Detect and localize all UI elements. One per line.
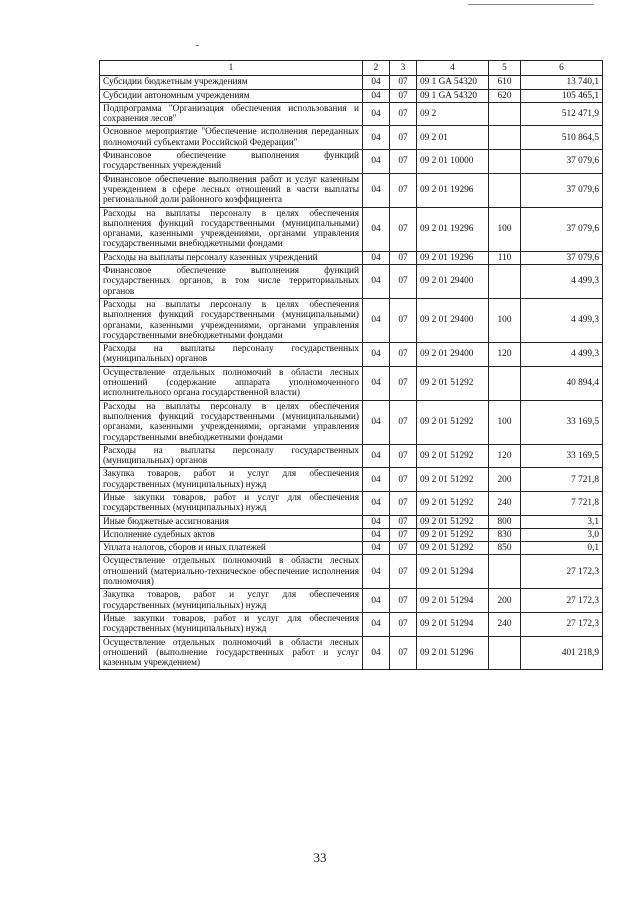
section-code-cell: 04 xyxy=(363,468,390,492)
table-row xyxy=(100,207,603,251)
amount-cell: 40 894,4 xyxy=(521,366,603,400)
row-name-cell: Расходы на выплаты персоналу в целях обеспечения выполнения функций государственными (муниципальными) органами, казенными учреждениями, органами управления государственными внебюджетными фондами xyxy=(100,207,363,251)
target-article-cell: 09 2 01 51292 xyxy=(417,366,489,400)
table-row xyxy=(100,265,603,299)
header-cell-5: 5 xyxy=(489,61,521,76)
section-code-cell: 04 xyxy=(363,528,390,541)
row-name-cell: Осуществление отдельных полномочий в области лесных отношений (содержание аппарата уполномоченного исполнительного органа государственной власти) xyxy=(100,366,363,400)
expense-type-cell xyxy=(489,150,521,174)
expense-type-cell: 120 xyxy=(489,343,521,367)
target-article-cell: 09 2 01 xyxy=(417,126,489,150)
subsection-code-cell: 07 xyxy=(390,528,417,541)
target-article-cell: 09 2 01 51292 xyxy=(417,444,489,468)
section-code-cell: 04 xyxy=(363,150,390,174)
expense-type-cell xyxy=(489,366,521,400)
expense-type-cell: 240 xyxy=(489,612,521,636)
amount-cell: 4 499,3 xyxy=(521,298,603,342)
subsection-code-cell: 07 xyxy=(390,76,417,89)
expense-type-cell xyxy=(489,102,521,126)
table-row xyxy=(100,515,603,528)
row-name-cell: Подпрограмма "Организация обеспечения использования и сохранения лесов" xyxy=(100,102,363,126)
expense-type-cell: 850 xyxy=(489,542,521,555)
section-code-cell: 04 xyxy=(363,343,390,367)
expense-type-cell: 100 xyxy=(489,207,521,251)
table-row xyxy=(100,76,603,89)
table-row xyxy=(100,366,603,400)
row-name-cell: Осуществление отдельных полномочий в области лесных отношений (материально-техническое обеспечение исполнения полномочия) xyxy=(100,555,363,589)
amount-cell: 7 721,8 xyxy=(521,491,603,515)
subsection-code-cell: 07 xyxy=(390,636,417,670)
section-code-cell: 04 xyxy=(363,102,390,126)
section-code-cell: 04 xyxy=(363,555,390,589)
amount-cell: 512 471,9 xyxy=(521,102,603,126)
row-name-cell: Финансовое обеспечение выполнения работ и услуг казенным учреждением в сфере лесных отношений в части выплаты региональной доли районного коэффициента xyxy=(100,173,363,207)
target-article-cell: 09 2 01 19296 xyxy=(417,173,489,207)
table-row xyxy=(100,173,603,207)
expense-type-cell xyxy=(489,636,521,670)
top-rule xyxy=(468,4,594,5)
target-article-cell: 09 2 01 29400 xyxy=(417,298,489,342)
row-name-cell: Уплата налогов, сборов и иных платежей xyxy=(100,542,363,555)
row-name-cell: Расходы на выплаты персоналу в целях обеспечения выполнения функций государственными (муниципальными) органами, казенными учреждениями, органами управления государственными внебюджетными фондами xyxy=(100,298,363,342)
amount-cell: 4 499,3 xyxy=(521,265,603,299)
subsection-code-cell: 07 xyxy=(390,491,417,515)
table-row xyxy=(100,102,603,126)
table-row xyxy=(100,612,603,636)
header-cell-3: 3 xyxy=(390,61,417,76)
expense-type-cell xyxy=(489,126,521,150)
target-article-cell: 09 2 01 51292 xyxy=(417,542,489,555)
expense-type-cell xyxy=(489,265,521,299)
target-article-cell: 09 2 01 51294 xyxy=(417,555,489,589)
expense-type-cell: 830 xyxy=(489,528,521,541)
amount-cell: 37 079,6 xyxy=(521,150,603,174)
section-code-cell: 04 xyxy=(363,589,390,613)
subsection-code-cell: 07 xyxy=(390,589,417,613)
row-name-cell: Осуществление отдельных полномочий в области лесных отношений (выполнение государственных работ и услуг казенным учреждением) xyxy=(100,636,363,670)
expense-type-cell: 100 xyxy=(489,400,521,444)
subsection-code-cell: 07 xyxy=(390,542,417,555)
budget-table xyxy=(99,60,603,670)
table-row xyxy=(100,589,603,613)
row-name-cell: Субсидии бюджетным учреждениям xyxy=(100,76,363,89)
target-article-cell: 09 2 01 51292 xyxy=(417,400,489,444)
target-article-cell: 09 2 01 51292 xyxy=(417,491,489,515)
target-article-cell: 09 2 01 51292 xyxy=(417,468,489,492)
expense-type-cell: 240 xyxy=(489,491,521,515)
section-code-cell: 04 xyxy=(363,542,390,555)
table-header-row xyxy=(100,61,603,76)
subsection-code-cell: 07 xyxy=(390,102,417,126)
amount-cell: 37 079,6 xyxy=(521,251,603,264)
header-cell-4: 4 xyxy=(417,61,489,76)
target-article-cell: 09 2 01 51292 xyxy=(417,515,489,528)
expense-type-cell xyxy=(489,555,521,589)
expense-type-cell: 200 xyxy=(489,589,521,613)
expense-type-cell: 620 xyxy=(489,89,521,102)
target-article-cell: 09 2 01 51296 xyxy=(417,636,489,670)
subsection-code-cell: 07 xyxy=(390,444,417,468)
table-row xyxy=(100,343,603,367)
amount-cell: 3,0 xyxy=(521,528,603,541)
subsection-code-cell: 07 xyxy=(390,173,417,207)
expense-type-cell: 120 xyxy=(489,444,521,468)
subsection-code-cell: 07 xyxy=(390,468,417,492)
target-article-cell: 09 2 01 51292 xyxy=(417,528,489,541)
expense-type-cell xyxy=(489,173,521,207)
amount-cell: 37 079,6 xyxy=(521,207,603,251)
amount-cell: 37 079,6 xyxy=(521,173,603,207)
table-row xyxy=(100,298,603,342)
subsection-code-cell: 07 xyxy=(390,265,417,299)
amount-cell: 27 172,3 xyxy=(521,589,603,613)
section-code-cell: 04 xyxy=(363,612,390,636)
scan-speck xyxy=(196,45,199,46)
row-name-cell: Иные закупки товаров, работ и услуг для обеспечения государственных (муниципальных) нужд xyxy=(100,612,363,636)
section-code-cell: 04 xyxy=(363,444,390,468)
table-row xyxy=(100,468,603,492)
section-code-cell: 04 xyxy=(363,491,390,515)
section-code-cell: 04 xyxy=(363,251,390,264)
amount-cell: 105 465,1 xyxy=(521,89,603,102)
subsection-code-cell: 07 xyxy=(390,612,417,636)
row-name-cell: Иные бюджетные ассигнования xyxy=(100,515,363,528)
amount-cell: 401 218,9 xyxy=(521,636,603,670)
subsection-code-cell: 07 xyxy=(390,343,417,367)
table-row xyxy=(100,89,603,102)
subsection-code-cell: 07 xyxy=(390,400,417,444)
row-name-cell: Закупка товаров, работ и услуг для обеспечения государственных (муниципальных) нужд xyxy=(100,589,363,613)
row-name-cell: Закупка товаров, работ и услуг для обеспечения государственных (муниципальных) нужд xyxy=(100,468,363,492)
target-article-cell: 09 2 01 19296 xyxy=(417,207,489,251)
row-name-cell: Субсидии автономным учреждениям xyxy=(100,89,363,102)
subsection-code-cell: 07 xyxy=(390,207,417,251)
section-code-cell: 04 xyxy=(363,265,390,299)
subsection-code-cell: 07 xyxy=(390,298,417,342)
expense-type-cell: 100 xyxy=(489,298,521,342)
expense-type-cell: 200 xyxy=(489,468,521,492)
target-article-cell: 09 2 01 19296 xyxy=(417,251,489,264)
header-cell-2: 2 xyxy=(363,61,390,76)
table-row xyxy=(100,444,603,468)
amount-cell: 7 721,8 xyxy=(521,468,603,492)
subsection-code-cell: 07 xyxy=(390,251,417,264)
section-code-cell: 04 xyxy=(363,76,390,89)
expense-type-cell: 610 xyxy=(489,76,521,89)
subsection-code-cell: 07 xyxy=(390,126,417,150)
target-article-cell: 09 1 GA 54320 xyxy=(417,89,489,102)
header-cell-6: 6 xyxy=(521,61,603,76)
target-article-cell: 09 2 xyxy=(417,102,489,126)
section-code-cell: 04 xyxy=(363,636,390,670)
section-code-cell: 04 xyxy=(363,298,390,342)
subsection-code-cell: 07 xyxy=(390,89,417,102)
target-article-cell: 09 2 01 29400 xyxy=(417,265,489,299)
target-article-cell: 09 2 01 29400 xyxy=(417,343,489,367)
section-code-cell: 04 xyxy=(363,515,390,528)
row-name-cell: Расходы на выплаты персоналу государственных (муниципальных) органов xyxy=(100,444,363,468)
section-code-cell: 04 xyxy=(363,400,390,444)
amount-cell: 13 740,1 xyxy=(521,76,603,89)
amount-cell: 510 864,5 xyxy=(521,126,603,150)
table-row xyxy=(100,251,603,264)
subsection-code-cell: 07 xyxy=(390,555,417,589)
table-row xyxy=(100,636,603,670)
row-name-cell: Основное мероприятие "Обеспечение исполнения переданных полномочий субъектами Российской Федерации" xyxy=(100,126,363,150)
row-name-cell: Расходы на выплаты персоналу в целях обеспечения выполнения функций государственными (муниципальными) органами, казенными учреждениями, органами управления государственными внебюджетными фондами xyxy=(100,400,363,444)
expense-type-cell: 110 xyxy=(489,251,521,264)
section-code-cell: 04 xyxy=(363,207,390,251)
target-article-cell: 09 2 01 51294 xyxy=(417,612,489,636)
row-name-cell: Иные закупки товаров, работ и услуг для обеспечения государственных (муниципальных) нужд xyxy=(100,491,363,515)
target-article-cell: 09 1 GA 54320 xyxy=(417,76,489,89)
table-row xyxy=(100,528,603,541)
header-cell-1: 1 xyxy=(100,61,363,76)
target-article-cell: 09 2 01 51294 xyxy=(417,589,489,613)
amount-cell: 3,1 xyxy=(521,515,603,528)
target-article-cell: 09 2 01 10000 xyxy=(417,150,489,174)
table-row xyxy=(100,555,603,589)
section-code-cell: 04 xyxy=(363,366,390,400)
table-row xyxy=(100,150,603,174)
amount-cell: 27 172,3 xyxy=(521,555,603,589)
amount-cell: 33 169,5 xyxy=(521,444,603,468)
table-row xyxy=(100,400,603,444)
table-row xyxy=(100,491,603,515)
amount-cell: 27 172,3 xyxy=(521,612,603,636)
subsection-code-cell: 07 xyxy=(390,150,417,174)
row-name-cell: Расходы на выплаты персоналу государственных (муниципальных) органов xyxy=(100,343,363,367)
amount-cell: 0,1 xyxy=(521,542,603,555)
section-code-cell: 04 xyxy=(363,126,390,150)
subsection-code-cell: 07 xyxy=(390,366,417,400)
expense-type-cell: 800 xyxy=(489,515,521,528)
page-number: 33 xyxy=(313,850,327,865)
row-name-cell: Финансовое обеспечение выполнения функций государственных органов, в том числе территориальных органов xyxy=(100,265,363,299)
section-code-cell: 04 xyxy=(363,89,390,102)
subsection-code-cell: 07 xyxy=(390,515,417,528)
row-name-cell: Финансовое обеспечение выполнения функций государственных учреждений xyxy=(100,150,363,174)
table-row xyxy=(100,126,603,150)
table-row xyxy=(100,542,603,555)
section-code-cell: 04 xyxy=(363,173,390,207)
amount-cell: 4 499,3 xyxy=(521,343,603,367)
amount-cell: 33 169,5 xyxy=(521,400,603,444)
row-name-cell: Расходы на выплаты персоналу казенных учреждений xyxy=(100,251,363,264)
row-name-cell: Исполнение судебных актов xyxy=(100,528,363,541)
